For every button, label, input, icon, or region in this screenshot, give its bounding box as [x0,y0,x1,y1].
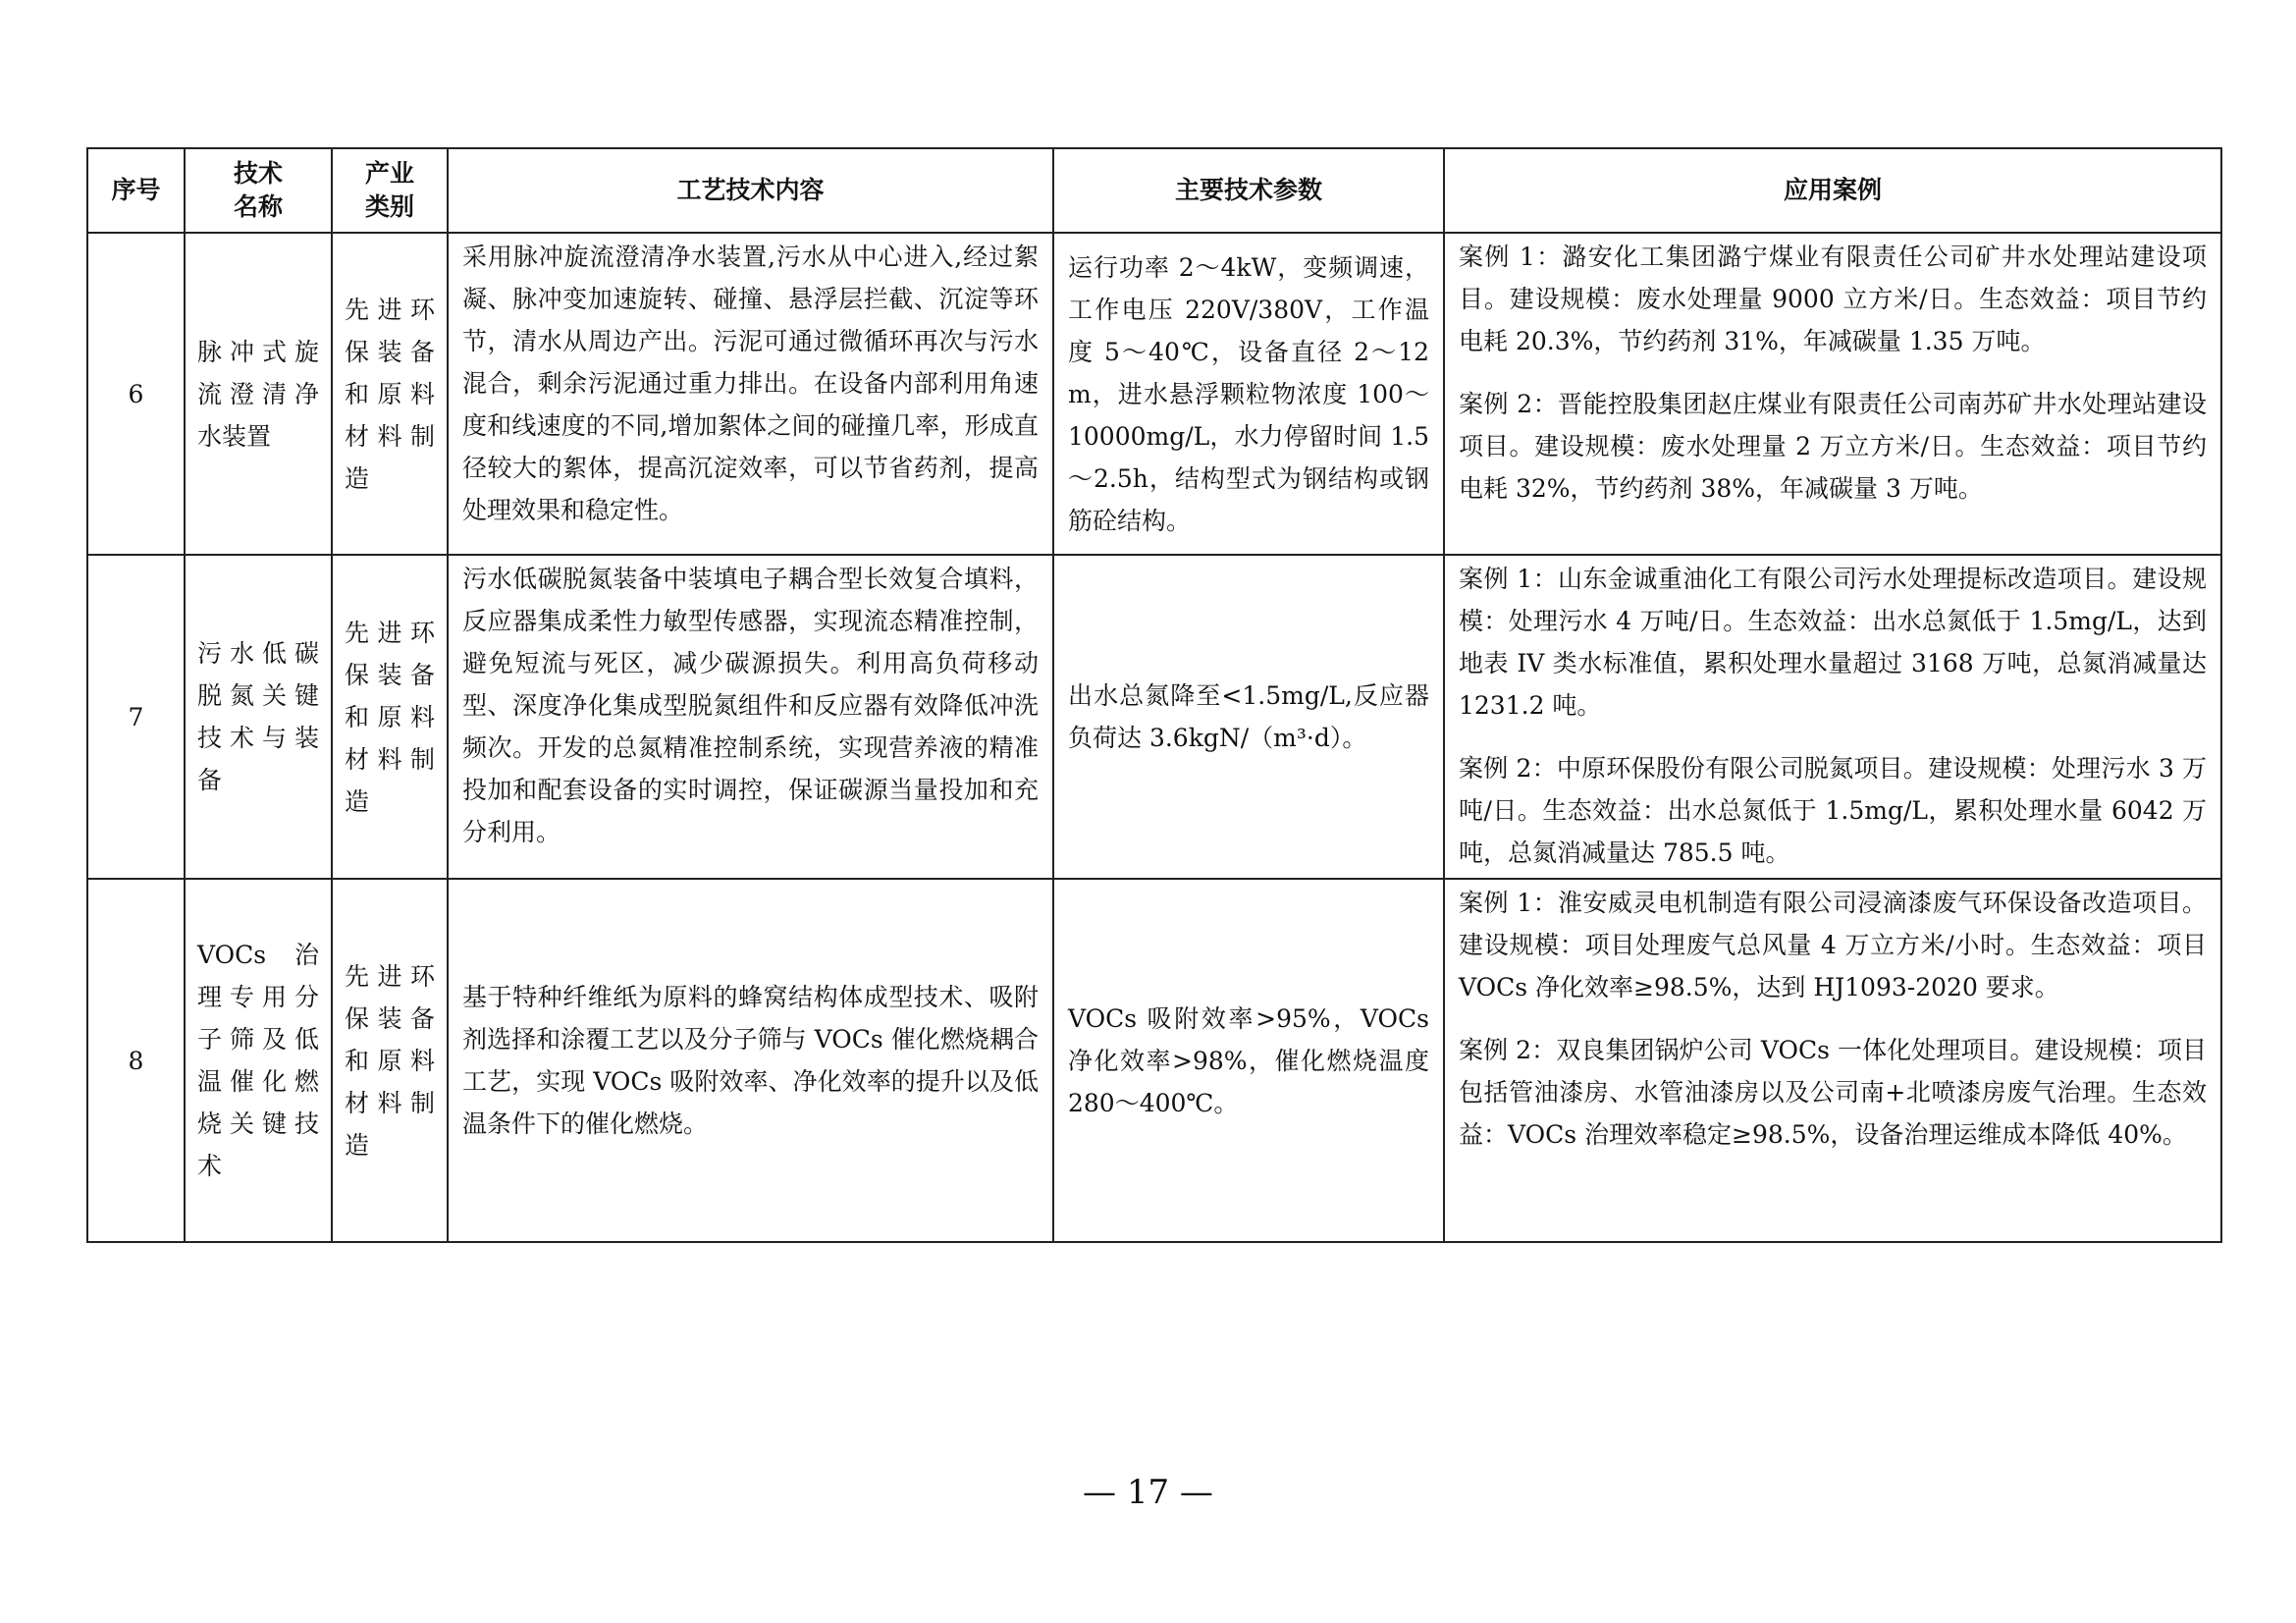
row-application-cases [1444,233,2221,555]
row-technology-name: 脉冲式旋流澄清净水装置 [185,233,332,555]
row-serial-number: 6 [87,233,185,555]
header-serial-number: 序号 [87,148,185,233]
header-process-content: 工艺技术内容 [448,148,1053,233]
row-industry-category: 先进环保装备和原料材料制造 [332,555,448,879]
page-number: — 17 — [1083,1473,1213,1512]
table-row [87,233,2221,555]
row-main-parameters: 运行功率 2～4kW，变频调速，工作电压 220V/380V，工作温度 5～40℃，设备直径 2～12m，进水悬浮颗粒物浓度 100～10000mg/L，水力停留时间 1.5～2.5h，结构型式为钢结构或钢筋砼结构。 [1053,233,1444,555]
case-paragraph: 案例 2：双良集团锅炉公司 VOCs 一体化处理项目。建设规模：项目包括管油漆房、水管油漆房以及公司南+北喷漆房废气治理。生态效益：VOCs 治理效率稳定≥98.5%，设备治理运维成本降低 40%。 [1459,1036,2207,1149]
row-technology-name: 污水低碳脱氮关键技术与装备 [185,555,332,879]
header-application-cases: 应用案例 [1444,148,2221,233]
case-paragraph: 案例 1：潞安化工集团潞宁煤业有限责任公司矿井水处理站建设项目。建设规模：废水处理量 9000 立方米/日。生态效益：项目节约电耗 20.3%，节约药剂 31%，年减碳量 1.35 万吨。 [1459,243,2207,355]
technology-table [86,147,2222,1243]
row-application-cases [1444,879,2221,1242]
header-technology-name: 技术 名称 [185,148,332,233]
row-technology-name: VOCs 治理专用分子筛及低温催化燃烧关键技术 [185,879,332,1242]
row-application-cases [1444,555,2221,879]
case-paragraph: 案例 1：山东金诚重油化工有限公司污水处理提标改造项目。建设规模：处理污水 4 万吨/日。生态效益：出水总氮低于 1.5mg/L，达到地表 IV 类水标准值，累积处理水量超过 3168 万吨，总氮消减量达 1231.2 吨。 [1459,565,2207,720]
row-industry-category: 先进环保装备和原料材料制造 [332,879,448,1242]
table-row [87,555,2221,879]
case-paragraph: 案例 1：淮安威灵电机制造有限公司浸滴漆废气环保设备改造项目。建设规模：项目处理废气总风量 4 万立方米/小时。生态效益：项目 VOCs 净化效率≥98.5%，达到 HJ1093-2020 要求。 [1459,889,2207,1001]
row-serial-number: 8 [87,879,185,1242]
row-process-content: 采用脉冲旋流澄清净水装置,污水从中心进入,经过絮凝、脉冲变加速旋转、碰撞、悬浮层拦截、沉淀等环节，清水从周边产出。污泥可通过微循环再次与污水混合，剩余污泥通过重力排出。在设备内部利用角速度和线速度的不同,增加絮体之间的碰撞几率，形成直径较大的絮体，提高沉淀效率，可以节省药剂，提高处理效果和稳定性。 [448,233,1053,555]
row-main-parameters: 出水总氮降至<1.5mg/L,反应器负荷达 3.6kgN/（m³·d）。 [1053,555,1444,879]
row-process-content: 污水低碳脱氮装备中装填电子耦合型长效复合填料，反应器集成柔性力敏型传感器，实现流态精准控制，避免短流与死区，减少碳源损失。利用高负荷移动型、深度净化集成型脱氮组件和反应器有效降低冲洗频次。开发的总氮精准控制系统，实现营养液的精准投加和配套设备的实时调控，保证碳源当量投加和充分利用。 [448,555,1053,879]
header-industry-category: 产业 类别 [332,148,448,233]
header-main-parameters: 主要技术参数 [1053,148,1444,233]
row-serial-number: 7 [87,555,185,879]
row-industry-category: 先进环保装备和原料材料制造 [332,233,448,555]
row-main-parameters: VOCs 吸附效率>95%，VOCs 净化效率>98%，催化燃烧温度 280～400℃。 [1053,879,1444,1242]
row-process-content: 基于特种纤维纸为原料的蜂窝结构体成型技术、吸附剂选择和涂覆工艺以及分子筛与 VOCs 催化燃烧耦合工艺，实现 VOCs 吸附效率、净化效率的提升以及低温条件下的催化燃烧。 [448,879,1053,1242]
case-paragraph: 案例 2：晋能控股集团赵庄煤业有限责任公司南苏矿井水处理站建设项目。建设规模：废水处理量 2 万立方米/日。生态效益：项目节约电耗 32%，节约药剂 38%，年减碳量 3 万吨。 [1459,390,2207,503]
case-paragraph: 案例 2：中原环保股份有限公司脱氮项目。建设规模：处理污水 3 万吨/日。生态效益：出水总氮低于 1.5mg/L，累积处理水量 6042 万吨，总氮消减量达 785.5 吨。 [1459,754,2207,867]
table-row [87,879,2221,1242]
table-header-row [87,148,2221,233]
